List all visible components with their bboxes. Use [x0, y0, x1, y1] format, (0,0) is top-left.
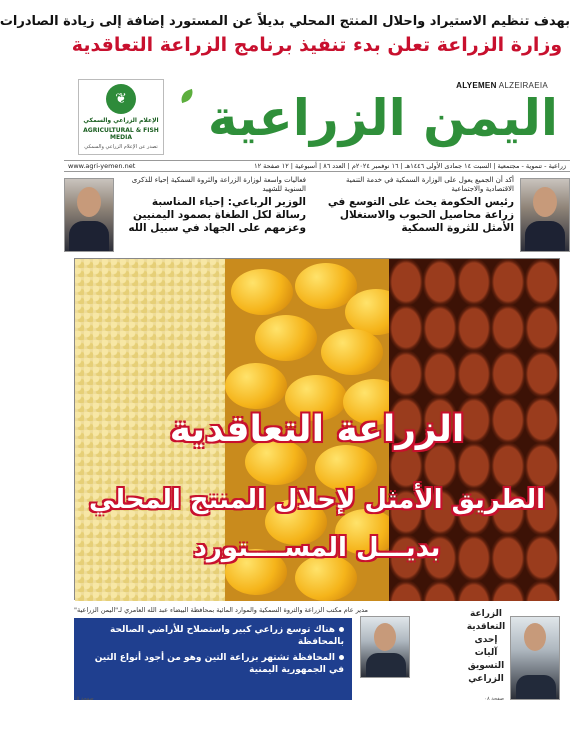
issue-details: زراعية - تنموية - مجتمعية | السبت ١٤ جمادى الأولى ١٤٤٦هـ | ١٦ نوفمبر ٢٠٢٤م | العدد ٨٦ | أسبوعية | ١٢ صفحة ١٢	[254, 162, 566, 170]
website-link[interactable]: www.agri-yemen.net	[68, 162, 136, 170]
side-story-title[interactable]: الزراعة التعاقدية إحدى آليات التسويق الزراعي	[466, 609, 506, 684]
brand-en-2: ALZEIRAEIA	[498, 81, 548, 90]
page-ref-b: صفحة ٠٨	[484, 696, 504, 702]
brand-en-1: ALYEMEN	[456, 81, 497, 90]
bottom-section	[74, 606, 560, 702]
headline-kicker: بهدف تنظيم الاستيراد واحلال المنتج المحلي بديلاً عن المستورد إضافة إلى زيادة الصادرات	[0, 14, 570, 29]
logo-line3: تصدر عن الإعلام الزراعي والسمكي	[84, 144, 158, 150]
prime-minister-photo	[520, 178, 570, 252]
minister-photo	[64, 178, 114, 252]
media-logo	[78, 79, 164, 155]
side-story-photo	[510, 616, 560, 700]
page-ref-a: صفحة ٠٥	[74, 696, 94, 702]
highlight-item-1: هناك توسع زراعي كبير واستصلاح للأراضي الصالحة بالمحافظة	[110, 625, 344, 647]
story-prime-minister[interactable]	[326, 176, 570, 256]
brand-leaf-icon	[179, 89, 196, 103]
story-left-title: الوزير الرباعي: إحياء المناسبة رسالة لكل الطغاة بصمود اليمنيين وعزمهم على الجهاد في سبيل الله	[128, 196, 306, 234]
interviewee-photo	[360, 616, 410, 678]
hero-title: الزراعة التعاقدية	[169, 409, 465, 450]
hero-subtitle-1: الطريق الأمثل لإحلال المنتج المحلي	[88, 485, 545, 515]
bullet-icon	[339, 655, 344, 660]
hero-subtitle-2: بديـــل المســــتورد	[193, 533, 441, 563]
bullet-icon	[339, 627, 344, 632]
main-headline[interactable]: وزارة الزراعة تعلن بدء تنفيذ برنامج الزراعة التعاقدية	[71, 34, 563, 56]
logo-line1: الإعلام الزراعي والسمكي	[83, 117, 159, 124]
story-right-kicker: أكد أن الجميع يعول على الوزارة السمكية في خدمة التنمية الاقتصادية والاجتماعية	[346, 176, 514, 193]
issue-info-bar	[64, 160, 570, 172]
interview-highlights[interactable]	[74, 618, 352, 700]
hero-image[interactable]	[74, 258, 560, 600]
story-minister[interactable]	[64, 176, 306, 256]
story-left-kicker: فعاليات واسعة لوزارة الزراعة والثروة السمكية إحياء للذكرى السنوية للشهيد	[131, 176, 306, 193]
interview-caption: مدير عام مكتب الزراعة والثروة السمكية والموارد المائية بمحافظة البيضاء عبد الله العامري لـ"اليمن الزراعية"	[74, 606, 368, 614]
logo-line2: AGRICULTURAL & FISH MEDIA	[83, 127, 159, 141]
masthead	[64, 75, 570, 160]
highlight-item-2: المحافظة تشتهر بزراعة التين وهو من أجود أنواع التين في الجمهورية اليمنية	[94, 653, 344, 675]
story-right-title: رئيس الحكومة يحث على التوسع في زراعة محاصيل الحبوب والاستغلال الأمثل للثروة السمكية	[327, 196, 514, 234]
leaf-icon: ❦	[106, 84, 136, 114]
brand-arabic: اليمن الزراعية	[207, 89, 558, 147]
